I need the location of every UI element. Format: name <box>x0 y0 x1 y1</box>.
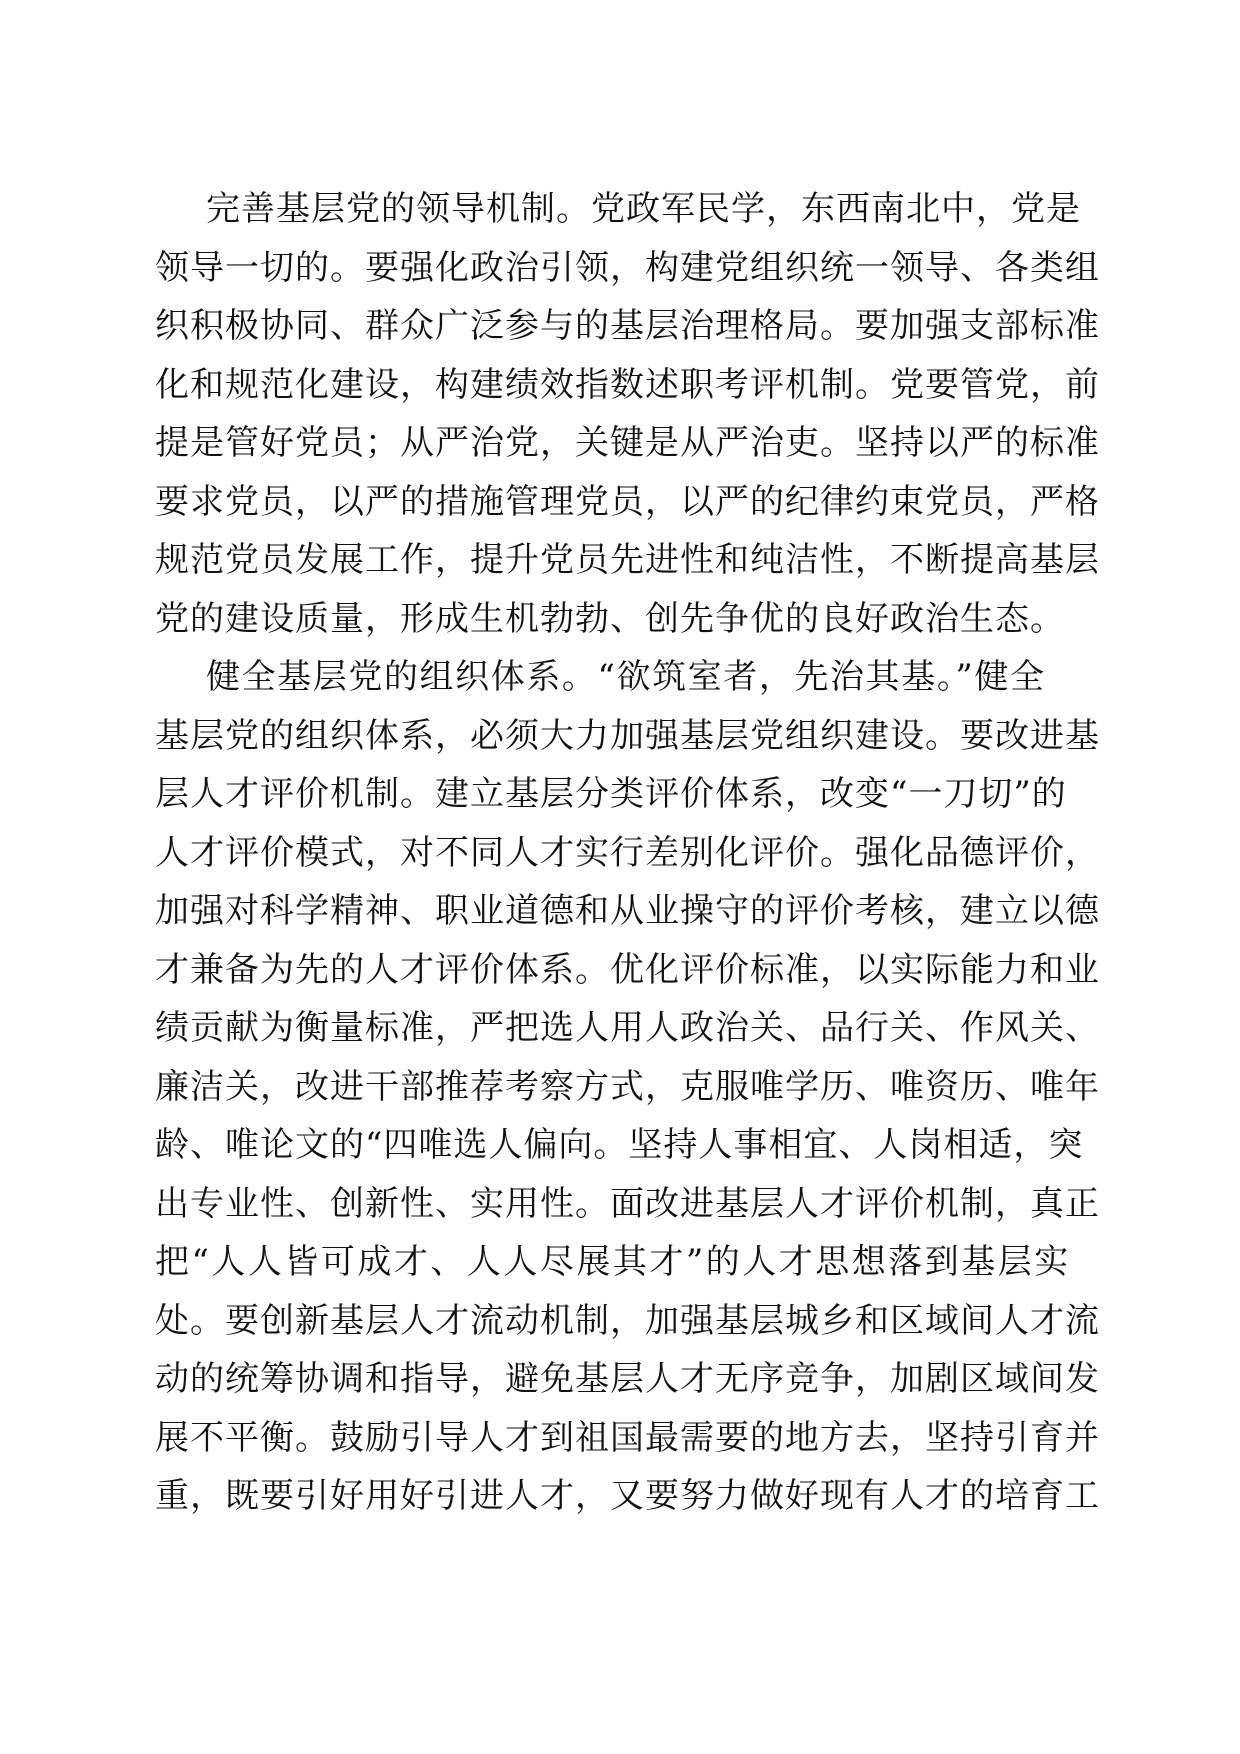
text-line: 基层党的组织体系，必须大力加强基层党组织建设。要改进基 <box>155 715 1100 756</box>
text-line: 化和规范化建设，构建绩效指数述职考评机制。党要管党，前 <box>155 364 1100 405</box>
text-line: 层人才评价机制。建立基层分类评价体系，改变“一刀切”的 <box>155 774 1067 814</box>
text-line: 织积极协同、群众广泛参与的基层治理格局。要加强支部标准 <box>155 306 1100 346</box>
text-line: 规范党员发展工作，提升党员先进性和纯洁性，不断提高基层 <box>155 540 1100 580</box>
text-line: 人才评价模式，对不同人才实行差别化评价。强化品德评价， <box>155 832 1100 873</box>
text-line: 提是管好党员；从严治党，关键是从严治吏。坚持以严的标准 <box>155 423 1100 463</box>
text-line: 加强对科学精神、职业道德和从业操守的评价考核，建立以德 <box>155 891 1100 931</box>
text-line: 展不平衡。鼓励引导人才到祖国最需要的地方去，坚持引育并 <box>155 1417 1100 1458</box>
text-line: 动的统筹协调和指导，避免基层人才无序竞争，加剧区域间发 <box>155 1359 1100 1399</box>
text-line: 龄、唯论文的“四唯选人偏向。坚持人事相宜、人岗相适，突 <box>155 1125 1084 1165</box>
text-line: 才兼备为先的人才评价体系。优化评价标准，以实际能力和业 <box>155 949 1100 990</box>
paragraph-party-leadership <box>155 180 1100 648</box>
text-line: 绩贡献为衡量标准，严把选人用人政治关、品行关、作风关、 <box>155 1008 1100 1048</box>
text-line: 出专业性、创新性、实用性。面改进基层人才评价机制，真正 <box>155 1183 1100 1224</box>
text-line: 完善基层党的领导机制。党政军民学，东西南北中，党是 <box>206 189 1081 229</box>
text-line: 重，既要引好用好引进人才，又要努力做好现有人才的培育工 <box>155 1476 1100 1516</box>
text-line: 领导一切的。要强化政治引领，构建党组织统一领导、各类组 <box>155 247 1100 288</box>
text-line: 健全基层党的组织体系。“欲筑室者，先治其基。”健全 <box>206 657 1045 697</box>
text-line: 廉洁关，改进干部推荐考察方式，克服唯学历、唯资历、唯年 <box>155 1066 1100 1107</box>
document-body <box>155 180 1100 1526</box>
text-line: 党的建设质量，形成生机勃勃、创先争优的良好政治生态。 <box>155 598 1065 639</box>
text-line: 把“人人皆可成才、人人尽展其才”的人才思想落到基层实 <box>155 1242 1071 1282</box>
text-line: 处。要创新基层人才流动机制，加强基层城乡和区域间人才流 <box>155 1300 1100 1341</box>
paragraph-organization-system <box>155 648 1100 1526</box>
text-line: 要求党员，以严的措施管理党员，以严的纪律约束党员，严格 <box>155 481 1100 522</box>
